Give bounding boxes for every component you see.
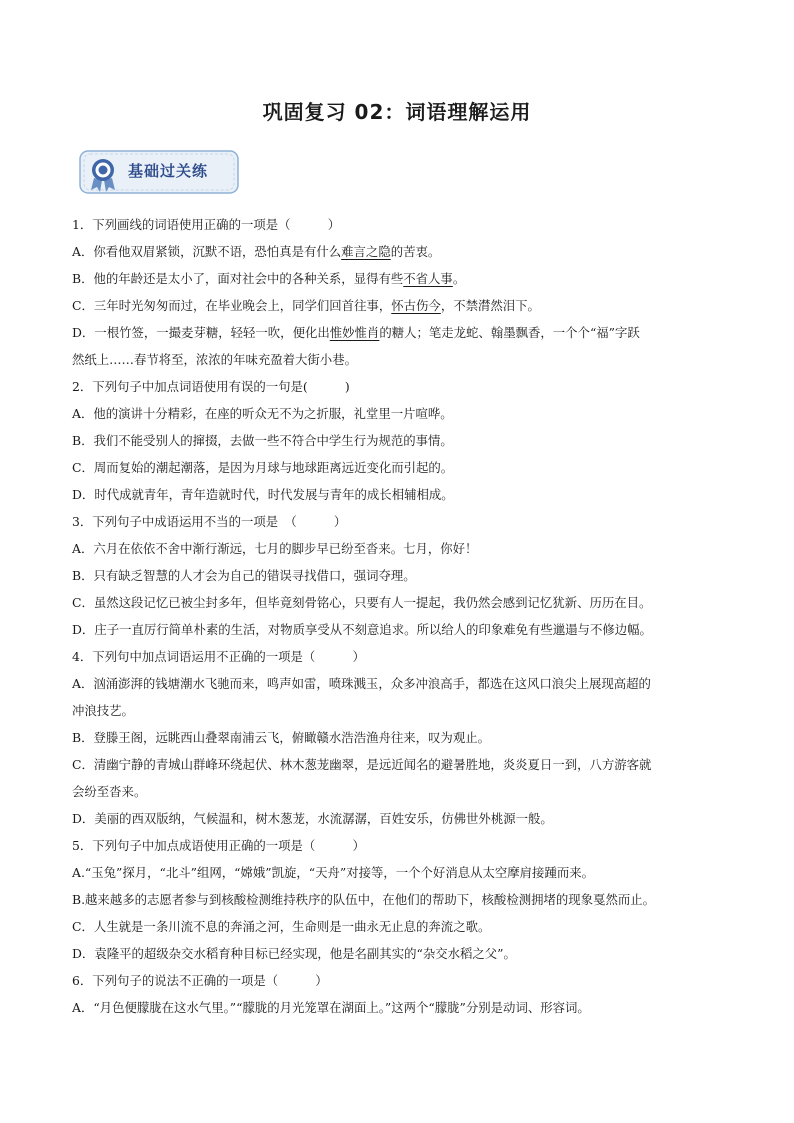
text-segment: 1．下列画线的词语使用正确的一项是（ ）: [72, 217, 341, 232]
text-line: [72, 481, 728, 508]
text-line: [72, 238, 728, 265]
text-line: [72, 454, 728, 481]
text-segment: D．庄子一直厉行简单朴素的生活，对物质享受从不刻意追求。所以给人的印象难免有些邋遢与不修边幅。: [72, 622, 652, 637]
text-line: [72, 211, 728, 238]
text-line: [72, 292, 728, 319]
text-line: [72, 940, 728, 967]
text-segment: B．登滕王阁，远眺西山叠翠南浦云飞，俯瞰赣水浩浩渔舟往来，叹为观止。: [72, 730, 490, 745]
text-segment: A．“月色便朦胧在这水气里。”“朦胧的月光笼罩在湖面上。”这两个“朦胧”分别是动词、形容词。: [72, 1000, 590, 1015]
underlined-term: 难言之隐: [341, 244, 391, 259]
question-list: [72, 211, 728, 1021]
text-line: [72, 724, 728, 751]
text-segment: A．你看他双眉紧锁，沉默不语，恐怕真是有什么: [72, 244, 342, 259]
text-line: [72, 346, 728, 373]
text-segment: A．汹涌澎湃的钱塘潮水飞驰而来，鸣声如雷，喷珠溅玉，众多冲浪高手，都选在这风口浪尖上展现高超的: [72, 676, 651, 691]
underlined-term: 怀古伤今: [391, 298, 441, 313]
text-segment: B．只有缺乏智慧的人才会为自己的错误寻找借口，强词夺理。: [72, 568, 416, 583]
text-segment: C．虽然这段记忆已被尘封多年，但毕竟刻骨铭心，只要有人一提起，我仍然会感到记忆犹新、历历在目。: [72, 595, 652, 610]
underlined-term: 不省人事: [403, 271, 453, 286]
text-line: [72, 778, 728, 805]
section-badge: [78, 148, 242, 196]
text-segment: A．他的演讲十分精彩，在座的听众无不为之折服，礼堂里一片喧哗。: [72, 406, 453, 421]
text-segment: 3．下列句子中成语运用不当的一项是 （ ）: [72, 514, 347, 529]
text-segment: A．六月在依依不舍中渐行渐远，七月的脚步早已纷至沓来。七月，你好！: [72, 541, 478, 556]
text-line: [72, 670, 728, 697]
text-line: [72, 886, 728, 913]
text-segment: B.越来越多的志愿者参与到核酸检测维持秩序的队伍中，在他们的帮助下，核酸检测拥堵的现象戛然而止。: [72, 892, 656, 907]
text-segment: 2．下列句子中加点词语使用有误的一句是( ): [72, 379, 350, 394]
text-line: [72, 913, 728, 940]
text-segment: 。: [452, 271, 466, 286]
text-segment: 的糖人；笔走龙蛇、翰墨飘香，一个个“福”字跃: [379, 325, 640, 340]
text-segment: B．我们不能受别人的撺掇，去做一些不符合中学生行为规范的事情。: [72, 433, 453, 448]
text-line: [72, 427, 728, 454]
text-line: [72, 805, 728, 832]
text-segment: ，不禁潸然泪下。: [440, 298, 540, 313]
text-segment: 冲浪技艺。: [72, 703, 134, 718]
text-segment: D．时代成就青年，青年造就时代，时代发展与青年的成长相辅相成。: [72, 487, 454, 502]
text-segment: 然纸上……春节将至，浓浓的年味充盈着大街小巷。: [72, 352, 357, 367]
text-line: [72, 643, 728, 670]
text-line: [72, 832, 728, 859]
text-line: [72, 562, 728, 589]
text-line: [72, 373, 728, 400]
text-line: [72, 589, 728, 616]
underlined-term: 惟妙惟肖: [329, 325, 380, 340]
text-segment: 6．下列句子的说法不正确的一项是（ ）: [72, 973, 328, 988]
text-segment: 的苦衷。: [390, 244, 441, 259]
text-segment: C．人生就是一条川流不息的奔涌之河，生命则是一曲永无止息的奔流之歌。: [72, 919, 491, 934]
text-line: [72, 508, 728, 535]
text-segment: D．袁隆平的超级杂交水稻育种目标已经实现，他是名副其实的“杂交水稻之父”。: [72, 946, 516, 961]
text-line: [72, 994, 728, 1021]
text-segment: D．美丽的西双版纳，气候温和，树木葱茏，水流潺潺，百姓安乐，仿佛世外桃源一般。: [72, 811, 553, 826]
text-segment: 5．下列句子中加点成语使用正确的一项是（ ）: [72, 838, 365, 853]
page-title: 巩固复习 02：词语理解运用: [262, 100, 532, 124]
text-segment: 4．下列句中加点词语运用不正确的一项是（ ）: [72, 649, 365, 664]
text-segment: A.“玉兔”探月，“北斗”组网，“嫦娥”凯旋，“天舟”对接等，一个个好消息从太空摩肩接踵而来。: [72, 865, 595, 880]
badge-label: 基础过关练: [128, 162, 209, 180]
text-segment: D．一根竹签，一撮麦芽糖，轻轻一吹，便化出: [72, 325, 330, 340]
text-line: [72, 967, 728, 994]
text-line: [72, 319, 728, 346]
text-line: [72, 535, 728, 562]
text-line: [72, 400, 728, 427]
text-line: [72, 697, 728, 724]
text-segment: C．清幽宁静的青城山群峰环绕起伏、林木葱茏幽翠，是远近闻名的避暑胜地，炎炎夏日一到，八方游客就: [72, 757, 652, 772]
text-segment: B．他的年龄还是太小了，面对社会中的各种关系，显得有些: [72, 271, 404, 286]
text-line: [72, 616, 728, 643]
text-line: [72, 859, 728, 886]
text-segment: 会纷至沓来。: [72, 784, 147, 799]
text-line: [72, 751, 728, 778]
text-segment: C．三年时光匆匆而过，在毕业晚会上，同学们回首往事，: [72, 298, 392, 313]
text-segment: C．周而复始的潮起潮落，是因为月球与地球距离远近变化而引起的。: [72, 460, 454, 475]
text-line: [72, 265, 728, 292]
